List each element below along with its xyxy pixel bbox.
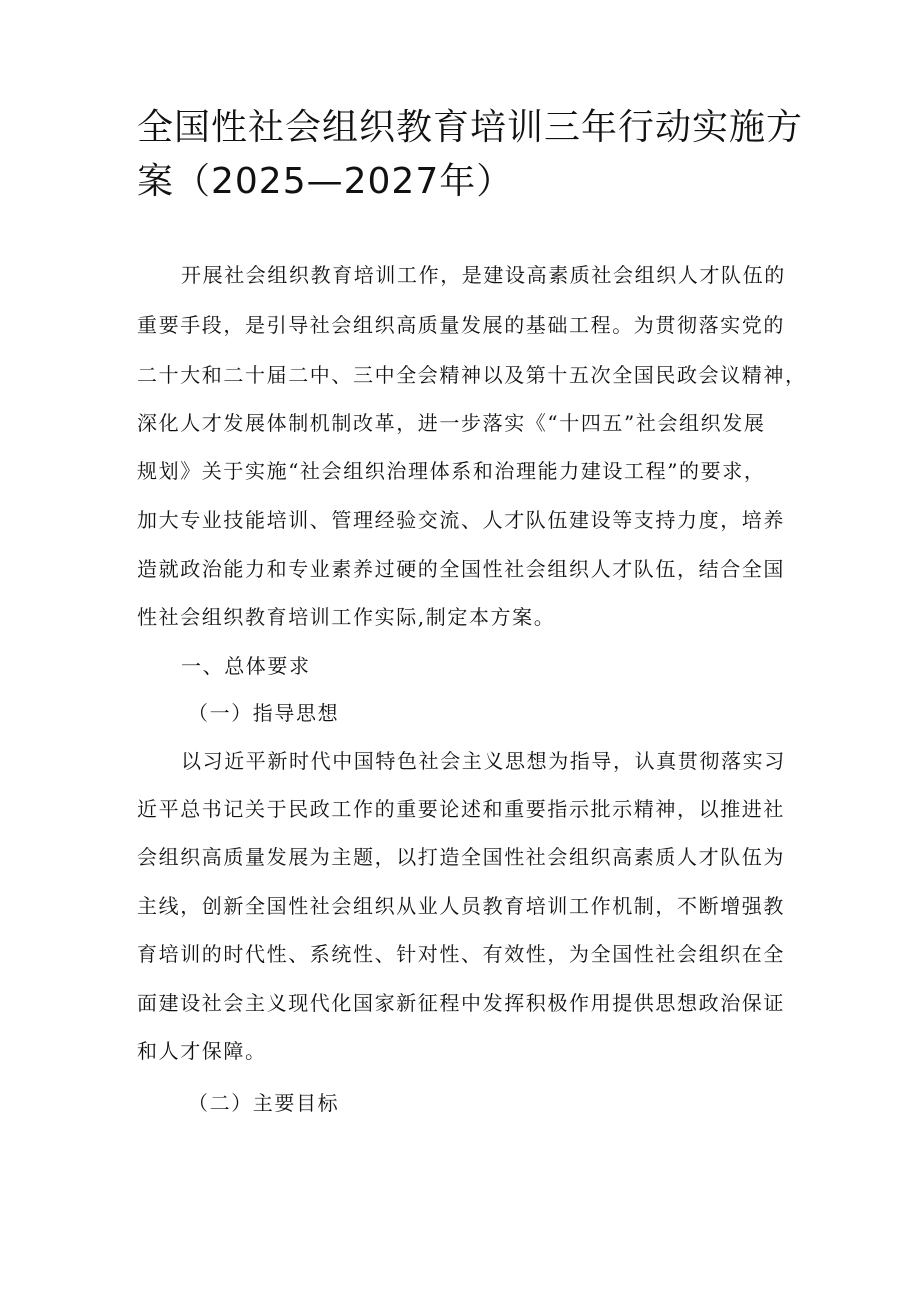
intro-line-7: 造就政治能力和专业素养过硬的全国性社会组织人才队伍，结合全国 (137, 557, 785, 581)
title-line-2: 案（2025—2027年） (137, 161, 514, 202)
ideology-line-1: 以习近平新时代中国特色社会主义思想为指导，认真贯彻落实习 (181, 749, 786, 773)
intro-line-2: 重要手段，是引导社会组织高质量发展的基础工程。为贯彻落实党的 (137, 313, 785, 337)
intro-line-8: 性社会组织教育培训工作实际,制定本方案。 (137, 605, 556, 629)
ideology-line-2: 近平总书记关于民政工作的重要论述和重要指示批示精神，以推进社 (137, 797, 785, 821)
intro-line-4: 深化人才发展体制机制改革，进一步落实《“十四五”社会组织发展 (137, 411, 766, 435)
title-line-1: 全国性社会组织教育培训三年行动实施方 (137, 107, 804, 148)
ideology-line-5: 育培训的时代性、系统性、针对性、有效性，为全国性社会组织在全 (137, 942, 785, 966)
intro-line-5: 规划》关于实施“社会组织治理体系和治理能力建设工程”的要求， (137, 459, 766, 483)
intro-line-1: 开展社会组织教育培训工作，是建设高素质社会组织人才队伍的 (181, 263, 786, 287)
document-title (137, 101, 817, 209)
intro-line-3: 二十大和二十届二中、三中全会精神以及第十五次全国民政会议精神， (137, 363, 807, 387)
intro-line-6: 加大专业技能培训、管理经验交流、人才队伍建设等支持力度，培养 (137, 508, 785, 532)
subsection-heading-guiding-ideology: （一）指导思想 (188, 701, 340, 725)
subsection-heading-main-goals: （二）主要目标 (188, 1091, 340, 1115)
ideology-line-7: 和人才保障。 (137, 1039, 267, 1063)
section-heading-general-requirements: 一、总体要求 (181, 654, 311, 678)
ideology-line-4: 主线，创新全国性社会组织从业人员教育培训工作机制，不断增强教 (137, 894, 785, 918)
ideology-line-3: 会组织高质量发展为主题，以打造全国性社会组织高素质人才队伍为 (137, 845, 785, 869)
ideology-line-6: 面建设社会主义现代化国家新征程中发挥积极作用提供思想政治保证 (137, 991, 785, 1015)
